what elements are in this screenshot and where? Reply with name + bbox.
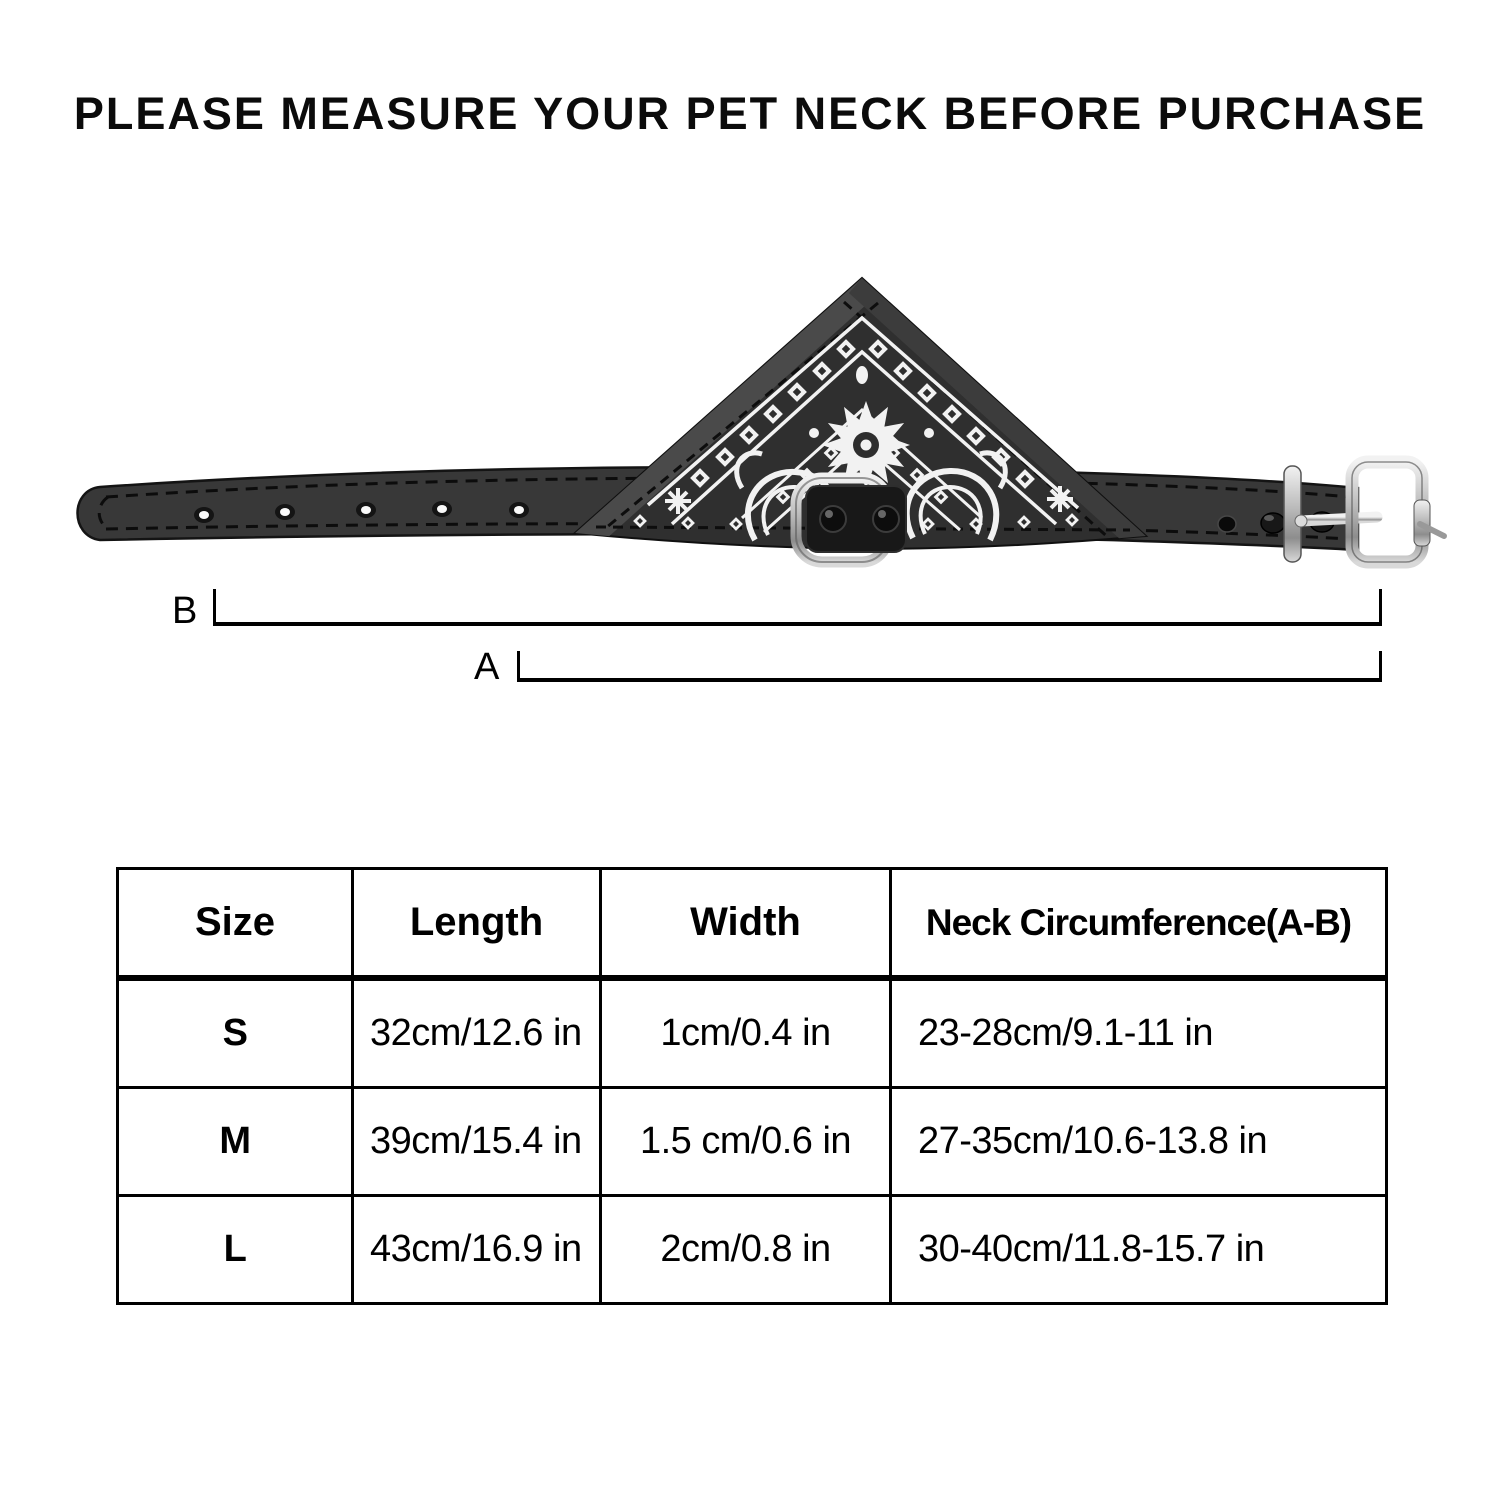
column-header-size: Size [118,869,353,979]
size-chart-table [116,867,1388,1305]
table-row [118,978,1387,1088]
measurement-a-label: A [474,646,500,688]
size-s-length: 32cm/12.6 in [353,978,601,1088]
pad-rivet [873,506,899,532]
table-row [118,1196,1387,1304]
measurement-b-line [213,589,1382,626]
size-m-length: 39cm/15.4 in [353,1088,601,1196]
buckle-keeper [1284,466,1301,562]
size-m-width: 1.5 cm/0.6 in [601,1088,891,1196]
size-l-length: 43cm/16.9 in [353,1196,601,1304]
strap-rivet [1261,513,1285,533]
size-s-width: 1cm/0.4 in [601,978,891,1088]
table-row [118,1088,1387,1196]
size-l-neck: 30-40cm/11.8-15.7 in [891,1196,1387,1304]
size-s-neck: 23-28cm/9.1-11 in [891,978,1387,1088]
size-l-width: 2cm/0.8 in [601,1196,891,1304]
size-s-label: S [118,978,353,1088]
measurement-b-label: B [172,590,198,632]
column-header-length: Length [353,869,601,979]
measurement-a-line [517,651,1382,682]
page-title: PLEASE MEASURE YOUR PET NECK BEFORE PURCHASE [73,88,1427,139]
size-m-label: M [118,1088,353,1196]
d-ring-pad [806,486,906,552]
strap-hole [1218,516,1236,532]
buckle-pin [1301,517,1377,521]
pad-rivet [820,506,846,532]
column-header-neck: Neck Circumference(A-B) [891,869,1387,979]
buckle-frame [1352,462,1422,562]
size-m-neck: 27-35cm/10.6-13.8 in [891,1088,1387,1196]
size-l-label: L [118,1196,353,1304]
column-header-width: Width [601,869,891,979]
table-header-row [118,869,1387,979]
